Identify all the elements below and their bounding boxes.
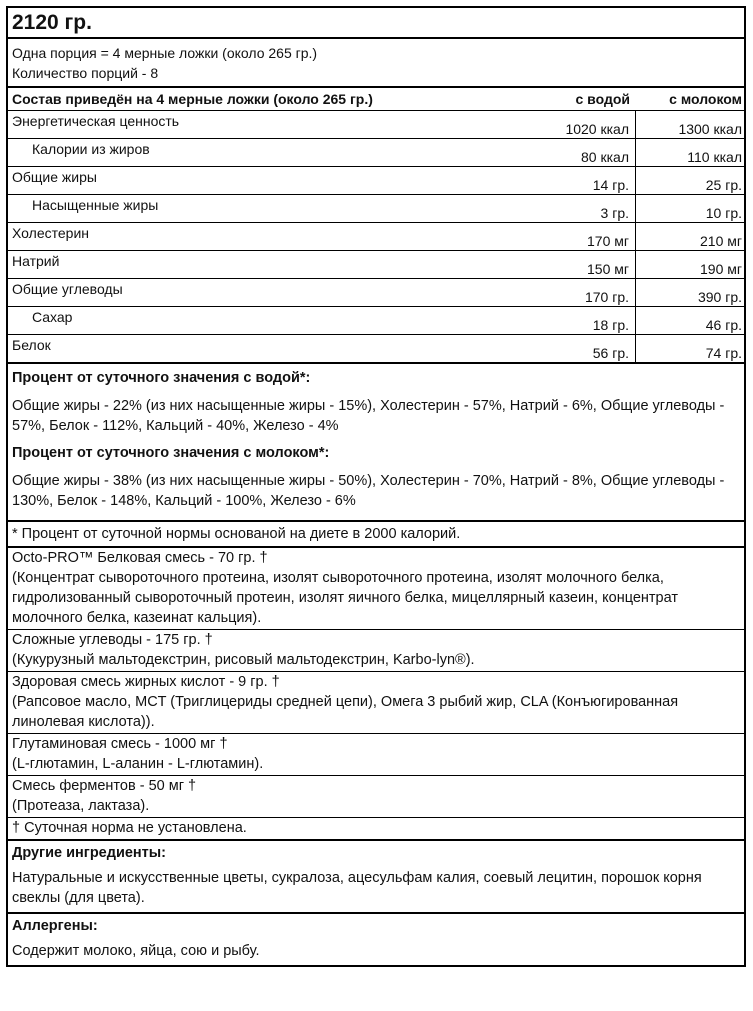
value-water: 56 гр.	[529, 335, 636, 362]
nutrient-label: Холестерин	[12, 225, 89, 241]
value-water: 170 мг	[529, 223, 636, 250]
blend-item	[8, 548, 744, 630]
servings-count: Количество порций - 8	[12, 65, 159, 81]
value-water: 170 гр.	[529, 279, 636, 306]
value-milk: 25 гр.	[705, 177, 742, 193]
value-milk: 1300 ккал	[678, 121, 742, 137]
nutrient-label: Калории из жиров	[32, 141, 150, 157]
blend-description: (Рапсовое масло, MCT (Триглицериды средней цепи), Омега 3 рыбий жир, CLA (Конъюгированная линолевая кислота)).	[12, 694, 679, 730]
value-water: 14 гр.	[529, 167, 636, 194]
table-row	[8, 167, 744, 195]
serving-size: Одна порция = 4 мерные ложки (около 265 гр.)	[12, 45, 318, 61]
nutrient-label: Общие углеводы	[12, 281, 123, 297]
nutrient-label: Белок	[12, 337, 51, 353]
package-weight-title: 2120 гр.	[8, 8, 744, 39]
other-ingredients-section	[8, 841, 744, 914]
table-header-label: Состав приведён на 4 мерные ложки (около 265 гр.)	[12, 91, 373, 107]
value-milk: 10 гр.	[705, 205, 742, 221]
table-row	[8, 335, 744, 364]
table-row	[8, 279, 744, 307]
blend-item	[8, 776, 744, 818]
blend-item	[8, 672, 744, 734]
nutrition-facts-panel	[6, 6, 746, 967]
value-milk: 46 гр.	[705, 317, 742, 333]
daily-value-milk-heading: Процент от суточного значения с молоком*:	[12, 445, 330, 461]
value-water: 18 гр.	[529, 307, 636, 334]
table-row	[8, 223, 744, 251]
allergens-section	[8, 914, 744, 965]
daily-value-water-text: Общие жиры - 22% (из них насыщенные жиры - 15%), Холестерин - 57%, Натрий - 6%, Общие углеводы - 57%, Белок - 112%, Кальций - 40%, Железо - 4%	[12, 398, 725, 434]
nutrient-label: Натрий	[12, 253, 60, 269]
daily-value-section	[8, 364, 744, 522]
dagger-footnote: † Суточная норма не установлена.	[8, 818, 744, 841]
table-row	[8, 139, 744, 167]
value-water: 80 ккал	[529, 139, 636, 166]
daily-value-footnote: * Процент от суточной нормы основаной на диете в 2000 калорий.	[8, 522, 744, 548]
nutrient-label: Энергетическая ценность	[12, 113, 180, 129]
value-milk: 210 мг	[700, 233, 742, 249]
daily-value-milk-text: Общие жиры - 38% (из них насыщенные жиры - 50%), Холестерин - 70%, Натрий - 8%, Общие углеводы - 130%, Белок - 148%, Кальций - 100%, Железо - 6%	[12, 473, 725, 509]
blend-description: (Кукурузный мальтодекстрин, рисовый мальтодекстрин, Karbo-lyn®).	[12, 652, 475, 668]
value-water: 150 мг	[529, 251, 636, 278]
column-header-milk: с молоком	[669, 91, 742, 107]
nutrient-label: Насыщенные жиры	[32, 197, 159, 213]
value-water: 3 гр.	[529, 195, 636, 222]
allergens-text: Содержит молоко, яйца, сою и рыбу.	[12, 943, 260, 959]
blend-title: Смесь ферментов - 50 мг †	[12, 778, 197, 794]
blend-title: Глутаминовая смесь - 1000 мг †	[12, 736, 228, 752]
nutrient-label: Сахар	[32, 309, 73, 325]
blend-description: (L-глютамин, L-аланин - L-глютамин).	[12, 756, 264, 772]
other-ingredients-text: Натуральные и искусственные цветы, сукралоза, ацесульфам калия, соевый лецитин, порошок корня свеклы (для цвета).	[12, 870, 702, 906]
blend-description: (Концентрат сывороточного протеина, изолят сывороточного протеина, изолят молочного белка, гидролизованный сывороточный протеин, изолят яичного белка, мицеллярный казеин, концентрат молочного белка, казеинат кальция).	[12, 570, 679, 626]
blend-title: Octo-PRO™ Белковая смесь - 70 гр. †	[12, 550, 268, 566]
table-row	[8, 111, 744, 139]
blend-title: Сложные углеводы - 175 гр. †	[12, 632, 213, 648]
nutrition-table-header	[8, 88, 744, 111]
column-header-water: с водой	[575, 91, 630, 107]
blend-item	[8, 734, 744, 776]
serving-info	[8, 39, 744, 88]
value-milk: 190 мг	[700, 261, 742, 277]
daily-value-water-heading: Процент от суточного значения с водой*:	[12, 370, 311, 386]
allergens-heading: Аллергены:	[12, 918, 98, 934]
value-water: 1020 ккал	[529, 111, 636, 138]
blend-description: (Протеаза, лактаза).	[12, 798, 150, 814]
value-milk: 110 ккал	[687, 149, 742, 165]
value-milk: 74 гр.	[705, 345, 742, 361]
other-ingredients-heading: Другие ингредиенты:	[12, 845, 166, 861]
table-row	[8, 195, 744, 223]
blend-item	[8, 630, 744, 672]
value-milk: 390 гр.	[697, 289, 742, 305]
table-row	[8, 251, 744, 279]
nutrient-label: Общие жиры	[12, 169, 97, 185]
table-row	[8, 307, 744, 335]
blend-title: Здоровая смесь жирных кислот - 9 гр. †	[12, 674, 280, 690]
